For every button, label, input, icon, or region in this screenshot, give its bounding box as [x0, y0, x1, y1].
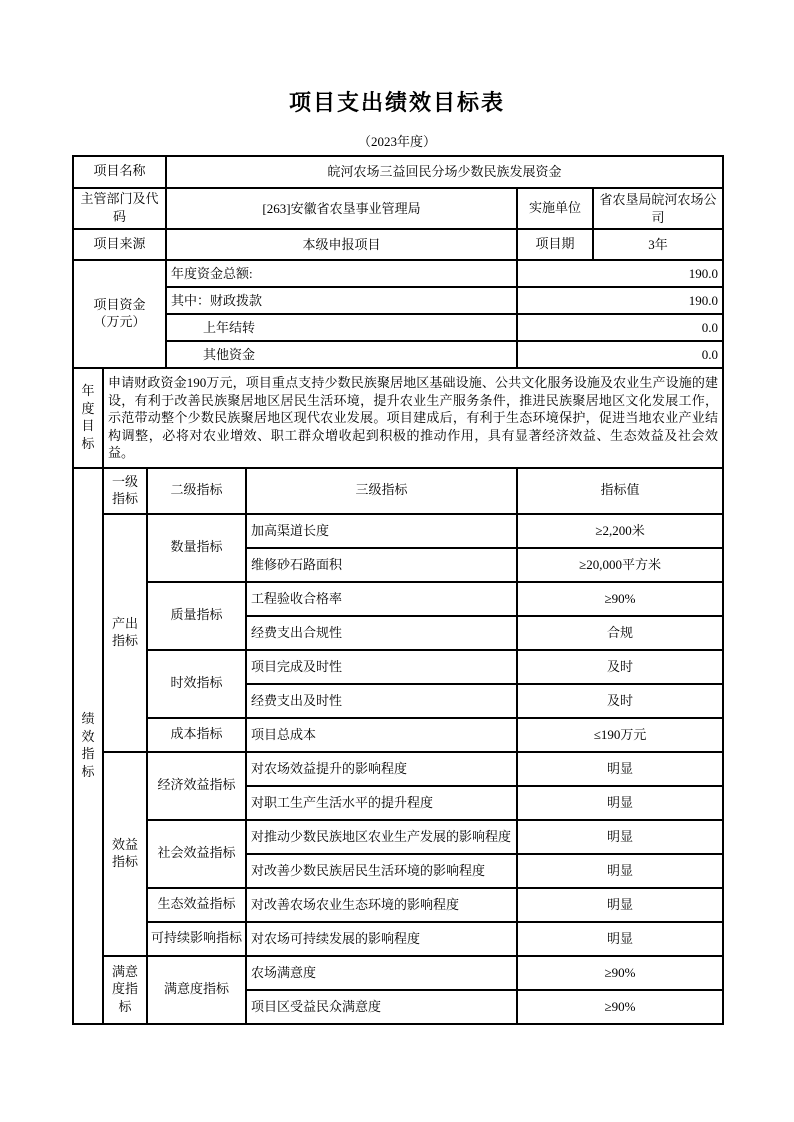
indicator-row: [73, 922, 723, 956]
indicator-value: 明显: [517, 922, 723, 956]
indicator-name: 对改善农场农业生态环境的影响程度: [246, 888, 517, 922]
table-row: [73, 341, 723, 368]
funding-item-value: 0.0: [517, 341, 723, 368]
project-period-label: 项目期: [517, 229, 593, 260]
indicator-name: 对农场可持续发展的影响程度: [246, 922, 517, 956]
indicator-value: ≥2,200米: [517, 514, 723, 548]
project-name-label: 项目名称: [73, 156, 166, 188]
header-level2: 二级指标: [147, 468, 246, 514]
project-period-value: 3年: [593, 229, 723, 260]
funding-label-line1: 项目资金: [93, 297, 146, 313]
indicator-name: 对职工生产生活水平的提升程度: [246, 786, 517, 820]
indicator-name: 维修砂石路面积: [246, 548, 517, 582]
dept-code-value: [263]安徽省农垦事业管理局: [166, 188, 517, 229]
indicator-row: [73, 752, 723, 786]
indicator-value: 明显: [517, 888, 723, 922]
indicator-value: ≥90%: [517, 990, 723, 1024]
annual-goal-text: 申请财政资金190万元，项目重点支持少数民族聚居地区基础设施、公共文化服务设施及农业生产设施的建设，有利于改善民族聚居地区居民生活环境，提升农业生产服务条件，推进民族聚居地区文化发展工作，示范带动整个少数民族聚居地区现代农业发展。项目建成后，有利于生态环境保护，促进当地农业产业结构调整，必将对农业增效、职工群众增收起到积极的推动作用，具有显著经济效益、生态效益及社会效益。: [103, 368, 723, 468]
funding-item-name: 年度资金总额:: [166, 260, 517, 287]
group-label-benefit: 效益指标: [103, 752, 147, 956]
funding-label-line2: （万元）: [93, 315, 146, 331]
impl-unit-label: 实施单位: [517, 188, 593, 229]
indicator-name: 农场满意度: [246, 956, 517, 990]
indicator-value: ≥90%: [517, 956, 723, 990]
sub-label-ecological: 生态效益指标: [147, 888, 246, 922]
project-name-value: 皖河农场三益回民分场少数民族发展资金: [166, 156, 723, 188]
perf-indicator-side-label: 绩效指标: [73, 468, 103, 1024]
indicator-name: 对农场效益提升的影响程度: [246, 752, 517, 786]
dept-code-label: 主管部门及代码: [73, 188, 166, 229]
sub-label-quality: 质量指标: [147, 582, 246, 650]
indicator-name: 项目区受益民众满意度: [246, 990, 517, 1024]
indicator-value: ≥20,000平方米: [517, 548, 723, 582]
table-row: [73, 260, 723, 287]
sub-label-quantity: 数量指标: [147, 514, 246, 582]
funding-item-name: 其中：财政拨款: [166, 287, 517, 314]
doc-subtitle: （2023年度）: [357, 134, 436, 149]
indicator-row: [73, 650, 723, 684]
project-source-label: 项目来源: [73, 229, 166, 260]
indicator-name: 经费支出合规性: [246, 616, 517, 650]
indicator-row: [73, 956, 723, 990]
indicator-row: [73, 718, 723, 752]
header-level3: 三级指标: [246, 468, 517, 514]
project-source-value: 本级申报项目: [166, 229, 517, 260]
indicator-value: 明显: [517, 752, 723, 786]
sub-label-social: 社会效益指标: [147, 820, 246, 888]
annual-goal-label: 年度目标: [73, 368, 103, 468]
funding-item-name: 上年结转: [166, 314, 517, 341]
header-level1: 一级指标: [103, 468, 147, 514]
indicator-value: ≥90%: [517, 582, 723, 616]
indicator-row: [73, 582, 723, 616]
funding-item-name: 其他资金: [166, 341, 517, 368]
group-label-satisfaction: 满意度指标: [103, 956, 147, 1024]
performance-target-table: [72, 155, 724, 1025]
indicator-value: 合规: [517, 616, 723, 650]
doc-title: 项目支出绩效目标表: [288, 91, 505, 116]
indicator-name: 项目完成及时性: [246, 650, 517, 684]
impl-unit-value: 省农垦局皖河农场公司: [593, 188, 723, 229]
indicator-name: 对推动少数民族地区农业生产发展的影响程度: [246, 820, 517, 854]
sub-label-cost: 成本指标: [147, 718, 246, 752]
indicator-value: ≤190万元: [517, 718, 723, 752]
indicator-row: [73, 514, 723, 548]
table-row: [73, 156, 723, 188]
indicator-value: 及时: [517, 650, 723, 684]
table-row: [73, 229, 723, 260]
funding-item-value: 190.0: [517, 260, 723, 287]
sub-label-sustainability: 可持续影响指标: [147, 922, 246, 956]
sub-label-economic: 经济效益指标: [147, 752, 246, 820]
group-label-output: 产出指标: [103, 514, 147, 752]
funding-item-value: 190.0: [517, 287, 723, 314]
indicator-row: [73, 888, 723, 922]
indicator-name: 项目总成本: [246, 718, 517, 752]
indicator-value: 明显: [517, 820, 723, 854]
sub-label-satisfaction: 满意度指标: [147, 956, 246, 1024]
table-row: [73, 314, 723, 341]
indicator-name: 经费支出及时性: [246, 684, 517, 718]
indicator-value: 明显: [517, 786, 723, 820]
indicator-name: 工程验收合格率: [246, 582, 517, 616]
indicator-value: 及时: [517, 684, 723, 718]
table-row: [73, 368, 723, 468]
table-row: [73, 468, 723, 514]
indicator-name: 加高渠道长度: [246, 514, 517, 548]
header-value: 指标值: [517, 468, 723, 514]
indicator-name: 对改善少数民族居民生活环境的影响程度: [246, 854, 517, 888]
sub-label-timeliness: 时效指标: [147, 650, 246, 718]
table-row: [73, 287, 723, 314]
indicator-row: [73, 820, 723, 854]
indicator-value: 明显: [517, 854, 723, 888]
funding-item-value: 0.0: [517, 314, 723, 341]
project-funding-label: [73, 260, 166, 368]
table-row: [73, 188, 723, 229]
